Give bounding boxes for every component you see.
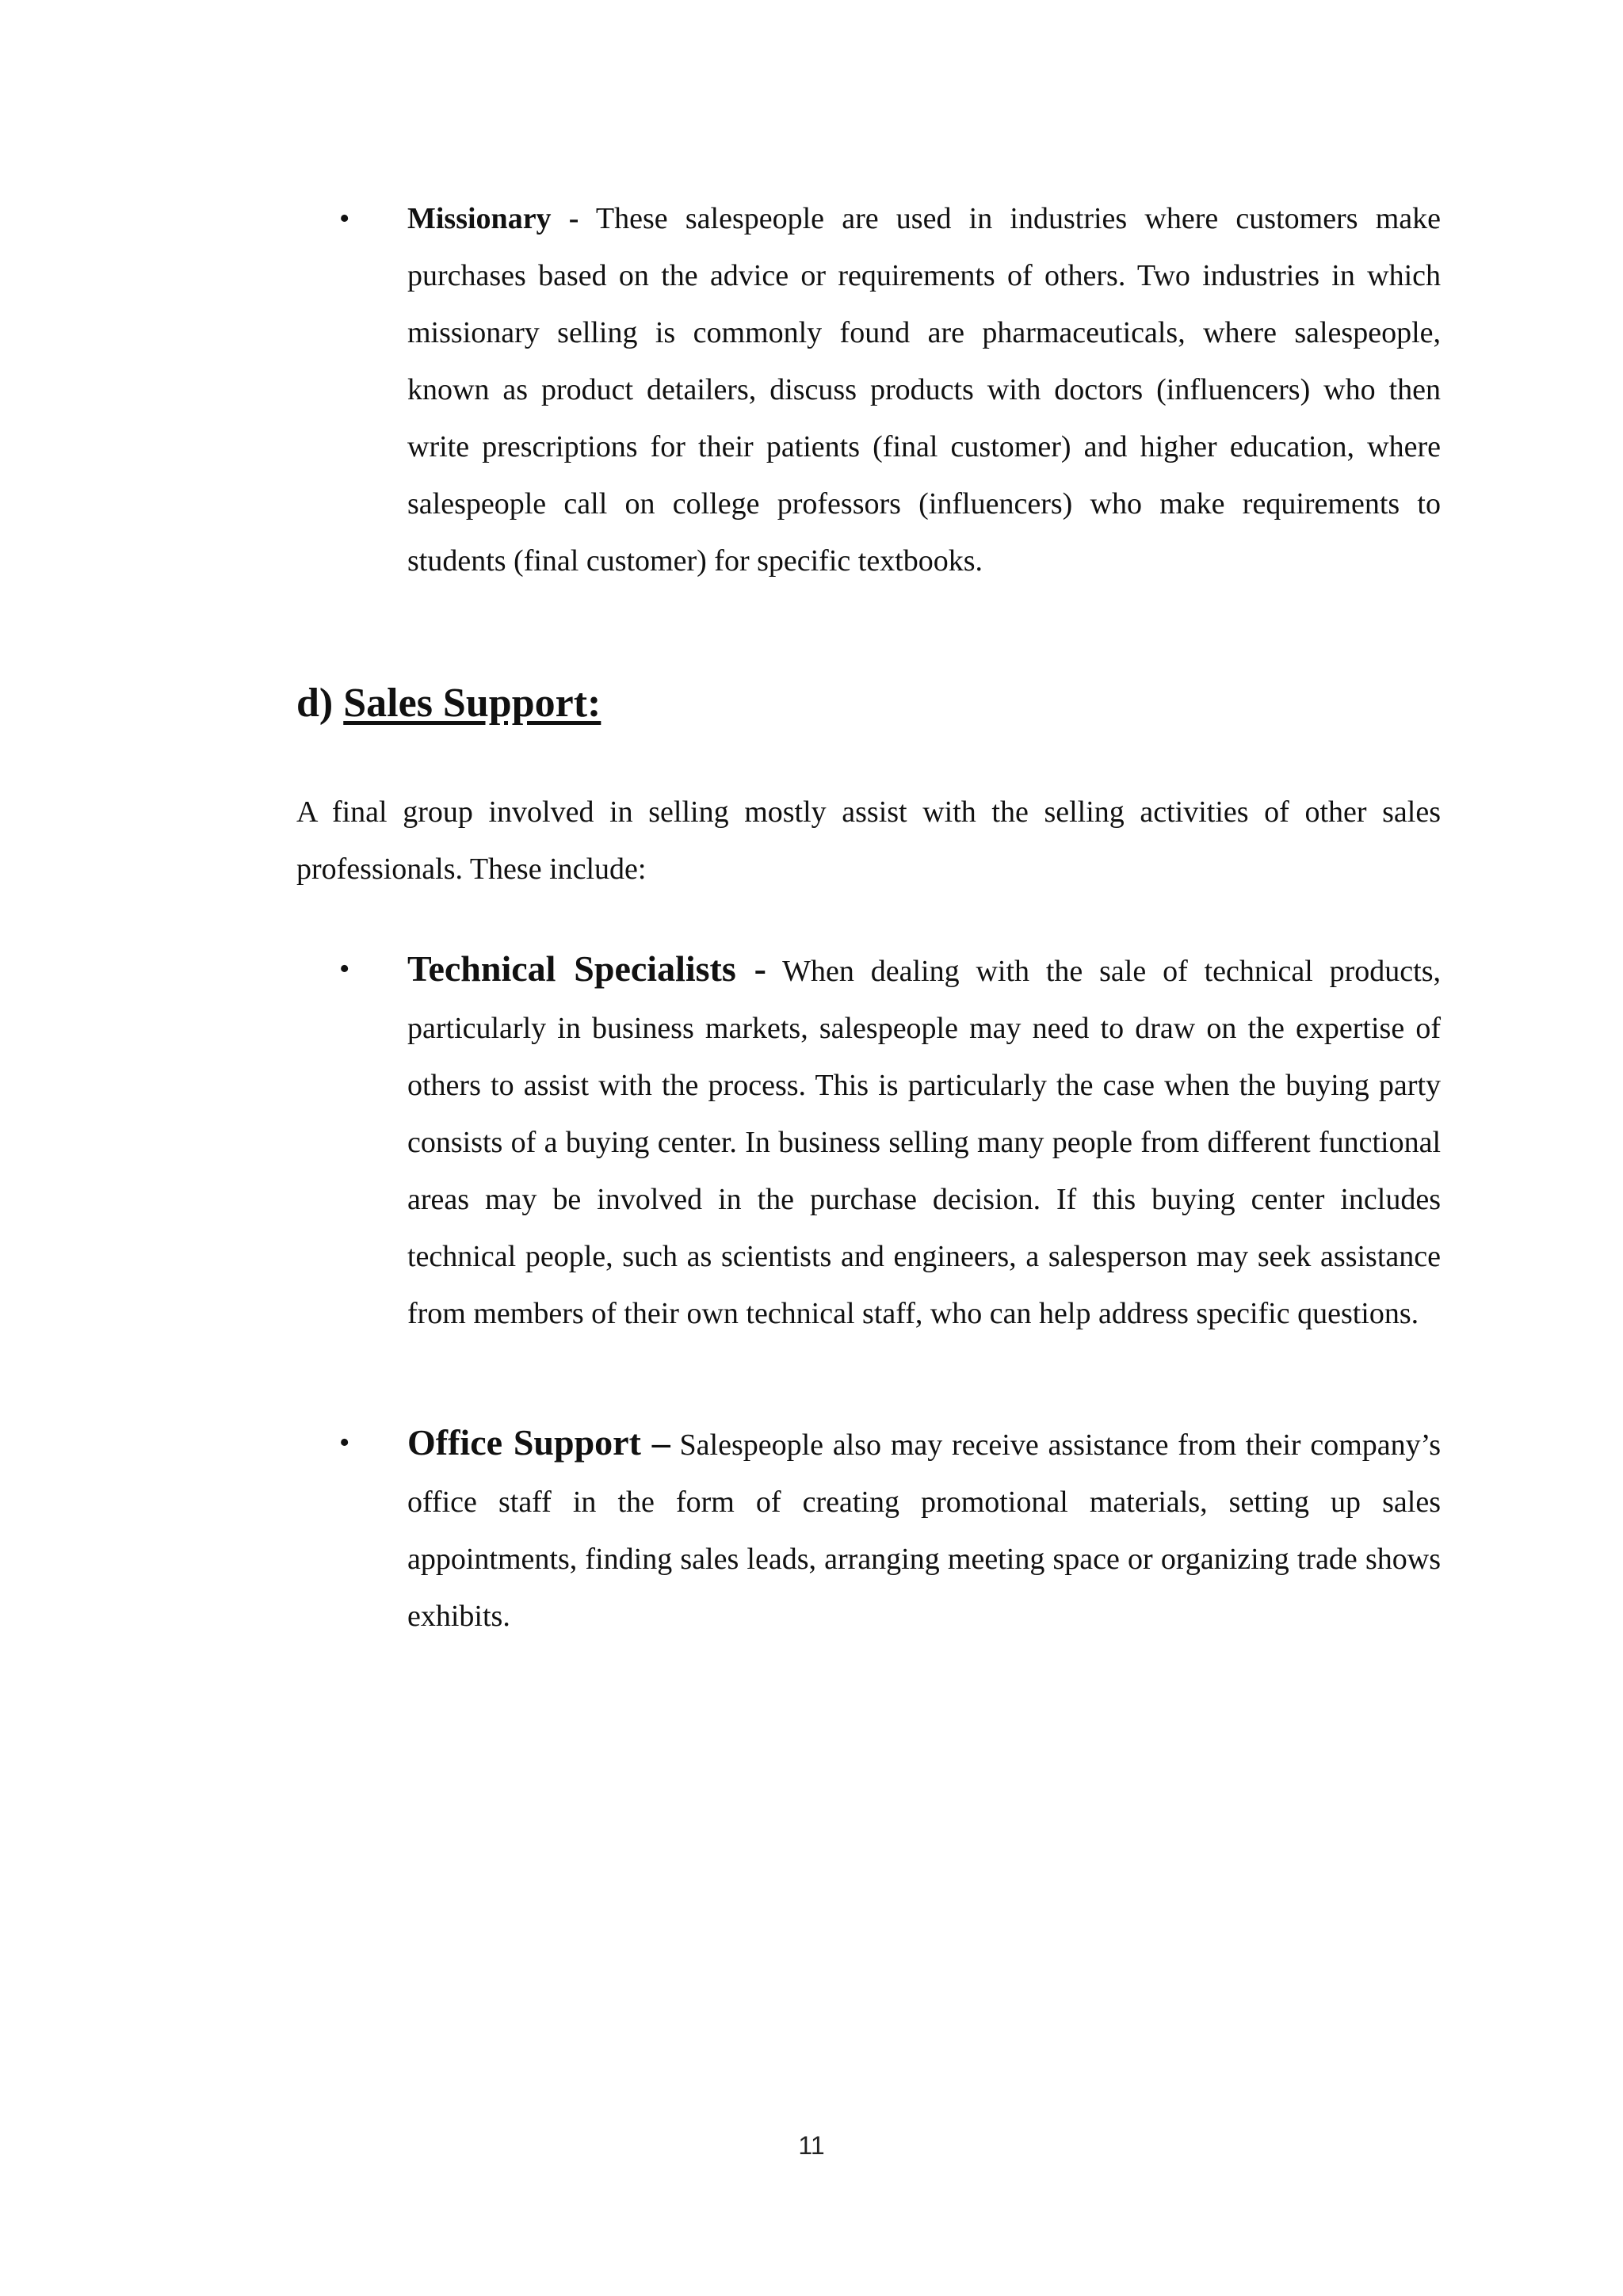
bullet-item-office-support <box>339 1414 1442 1645</box>
bullet-item-missionary <box>339 190 1441 589</box>
bullet-item-technical-specialists <box>339 940 1441 1342</box>
section-heading <box>296 675 601 732</box>
bullet-term: Office Support <box>407 1422 641 1463</box>
bullet-paragraph <box>407 1414 1441 1645</box>
page-number: 11 <box>798 2131 825 2160</box>
bullet-icon: • <box>339 1426 350 1459</box>
bullet-body: These salespeople are used in industries where customers make purchases based on the advice or requirements of others. Two industries in which missionary selling is commonly found are pharmaceuticals, where salespeople, known as product detailers, discuss products with doctors (influencers) who then write prescriptions for their patients (final customer) and higher education, where salespeople call on college professors (influencers) who make requirements to students (final customer) for specific textbooks. <box>407 202 1441 578</box>
bullet-icon: • <box>339 952 350 986</box>
bullet-term: Missionary - <box>407 202 579 235</box>
section-prefix: d) <box>296 681 334 726</box>
bullet-body: When dealing with the sale of technical products, particularly in business markets, salespeople may need to draw on the expertise of others to assist with the process. This is particularly the case when the buying party consists of a buying center. In business selling many people from different functional areas may be involved in the purchase decision. If this buying center includes technical people, such as scientists and engineers, a salesperson may seek assistance from members of their own technical staff, who can help address specific questions. <box>407 955 1441 1330</box>
section-title: Sales Support: <box>343 681 601 726</box>
bullet-separator: - <box>735 948 766 989</box>
bullet-paragraph <box>407 940 1441 1342</box>
bullet-paragraph <box>407 190 1441 589</box>
bullet-body: Salespeople also may receive assistance from their company’s office staff in the form of creating promotional materials, setting up sales appointments, finding sales leads, arranging meeting space or organizing trade shows exhibits. <box>407 1428 1442 1633</box>
bullet-term: Technical Specialists <box>407 948 736 989</box>
bullet-separator: – <box>640 1422 670 1463</box>
bullet-icon: • <box>339 202 350 235</box>
intro-paragraph: A final group involved in selling mostly assist with the selling activities of other sales professionals. These include: <box>296 795 1441 886</box>
